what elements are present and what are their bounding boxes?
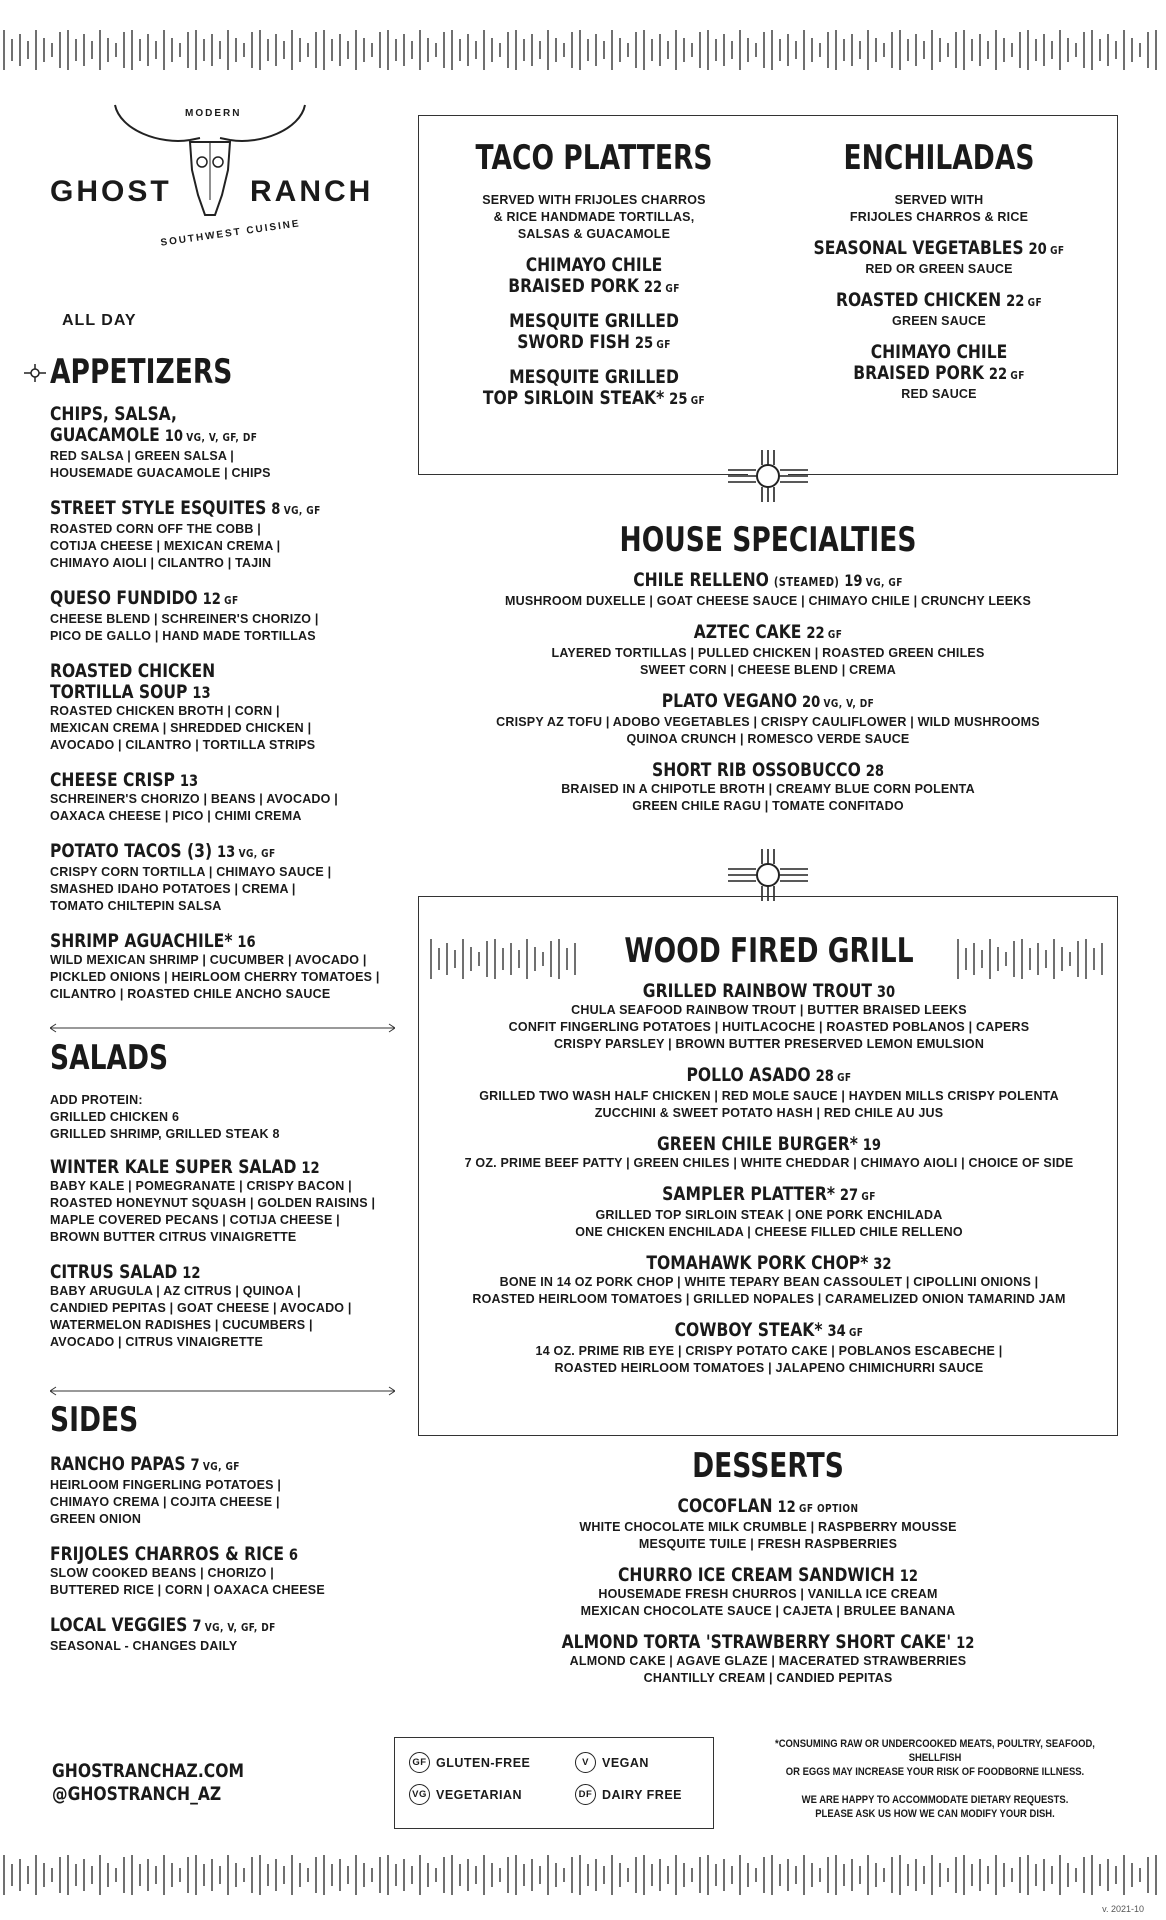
section-divider: [50, 1383, 395, 1393]
menu-item: [419, 1320, 1119, 1377]
item-price: 12: [956, 1633, 975, 1652]
item-name: CHEESE CRISP: [50, 769, 175, 791]
item-name: SHORT RIB OSSOBUCCO: [651, 759, 861, 781]
logo-ranch: RANCH: [250, 175, 374, 208]
item-description: GREEN SAUCE: [892, 314, 986, 328]
item-name: CHIPS, SALSA,: [50, 403, 177, 425]
item-description: WILD MEXICAN SHRIMP | CUCUMBER | AVOCADO | PICKLED ONIONS | HEIRLOOM CHERRY TOMATOES | CILANTRO | ROASTED CHILE ANCHO SAUCE: [50, 953, 380, 1001]
item-price: 22: [806, 623, 825, 642]
menu-item: [50, 661, 400, 754]
sides-section: [50, 1400, 400, 1671]
enchiladas-title: ENCHILADAS: [843, 138, 1035, 178]
item-name: ROASTED CHICKEN: [835, 289, 1002, 311]
item-name-line: [50, 1262, 337, 1283]
top-tick-border: [0, 30, 1166, 70]
desserts-section: [418, 1446, 1118, 1699]
item-price: 12: [777, 1497, 796, 1516]
item-price: 20: [1028, 239, 1047, 258]
item-dietary-tags: GF: [665, 282, 680, 295]
item-name-line: [482, 981, 1056, 1002]
taco-enchilada-box: [418, 115, 1118, 475]
item-description: CHULA SEAFOOD RAINBOW TROUT | BUTTER BRAISED LEEKS CONFIT FINGERLING POTATOES | HUITLACOCHE | ROASTED POBLANOS | CAPERS CRISPY PARSLEY | BROWN BUTTER PRESERVED LEMON EMULSION: [508, 1003, 1030, 1051]
accommodate-note: WE ARE HAPPY TO ACCOMMODATE DIETARY REQUESTS. PLEASE ASK US HOW WE CAN MODIFY YOUR DISH.: [801, 1794, 1069, 1820]
item-dietary-tags: GF: [1010, 369, 1025, 382]
item-name: WINTER KALE SUPER SALAD: [50, 1156, 297, 1178]
wood-fired-grill-section: [419, 931, 1119, 1389]
item-description: SCHREINER'S CHORIZO | BEANS | AVOCADO | OAXACA CHEESE | PICO | CHIMI CREMA: [50, 792, 338, 823]
menu-item: [439, 311, 749, 355]
desserts-title: DESSERTS: [692, 1446, 844, 1486]
item-name-line: [481, 570, 1055, 593]
item-name-line: [808, 363, 1070, 386]
menu-item: [419, 1253, 1119, 1308]
item-name: PLATO VEGANO: [661, 690, 798, 712]
legend-label: VEGAN: [602, 1755, 649, 1770]
item-dietary-tags: GF: [656, 338, 671, 351]
item-description: RED SAUCE: [901, 387, 977, 401]
menu-item: [418, 760, 1118, 815]
dietary-legend: [394, 1737, 714, 1829]
item-description: GRILLED TWO WASH HALF CHICKEN | RED MOLE SAUCE | HAYDEN MILLS CRISPY POLENTA ZUCCHINI & SWEET POTATO HASH | RED CHILE AU JUS: [479, 1089, 1059, 1120]
item-dietary-tags: VG, GF: [202, 1460, 240, 1473]
item-price: 12: [202, 589, 221, 608]
item-name-line: [808, 238, 1070, 261]
legend-item: [409, 1784, 522, 1805]
menu-item: [419, 1184, 1119, 1241]
item-name-line: [481, 760, 1055, 781]
item-name-line: [482, 1184, 1056, 1207]
item-note: (STEAMED): [773, 575, 840, 589]
menu-item: [419, 1134, 1119, 1172]
item-name: COWBOY STEAK*: [674, 1319, 823, 1341]
menu-item: [418, 1632, 1118, 1687]
item-name-line: [50, 1157, 337, 1178]
item-name: CHIMAYO CHILE: [870, 341, 1008, 363]
menu-item: [779, 290, 1099, 330]
taco-platters-section: [439, 138, 749, 423]
legend-badge: DF: [575, 1784, 596, 1805]
item-name: LOCAL VEGGIES: [50, 1614, 188, 1636]
item-price: 7: [192, 1616, 202, 1635]
item-name-line: [808, 290, 1070, 313]
legend-item: [409, 1752, 530, 1773]
item-price: 6: [288, 1545, 299, 1564]
all-day-label: ALL DAY: [62, 312, 137, 329]
item-description: WHITE CHOCOLATE MILK CRUMBLE | RASPBERRY MOUSSE MESQUITE TUILE | FRESH RASPBERRIES: [579, 1520, 957, 1551]
item-description: GRILLED TOP SIRLOIN STEAK | ONE PORK ENCHILADA ONE CHICKEN ENCHILADA | CHEESE FILLED CHILE RELLENO: [575, 1208, 963, 1239]
logo-ghost: GHOST: [50, 175, 172, 208]
item-name-line: [481, 622, 1055, 645]
taco-platters-title: TACO PLATTERS: [475, 138, 713, 178]
section-divider: [50, 1020, 395, 1030]
menu-item: [418, 1496, 1118, 1553]
social-handle[interactable]: @GHOSTRANCH_AZ: [52, 1783, 222, 1805]
item-name-line: [481, 1632, 1055, 1653]
item-price: 22: [643, 277, 663, 296]
appetizers-list: [50, 404, 400, 1003]
item-price: 32: [873, 1254, 892, 1273]
item-price: 13: [192, 683, 211, 702]
item-price: 28: [865, 761, 884, 780]
item-name: CHURRO ICE CREAM SANDWICH: [617, 1564, 895, 1586]
legend-item: [575, 1784, 682, 1805]
item-name: AZTEC CAKE: [693, 621, 802, 643]
menu-item: [50, 404, 400, 482]
salads-title: SALADS: [50, 1038, 169, 1078]
enchiladas-section: [779, 138, 1099, 415]
item-description: HEIRLOOM FINGERLING POTATOES | CHIMAYO CREMA | COJITA CHEESE | GREEN ONION: [50, 1478, 282, 1526]
item-name: CHILE RELLENO: [633, 569, 769, 591]
item-dietary-tags: GF: [861, 1190, 876, 1203]
item-description: RED OR GREEN SAUCE: [865, 262, 1013, 276]
item-name: POLLO ASADO: [686, 1064, 811, 1086]
item-description: CRISPY AZ TOFU | ADOBO VEGETABLES | CRISPY CAULIFLOWER | WILD MUSHROOMS QUINOA CRUNCH | ROMESCO VERDE SAUCE: [496, 715, 1040, 746]
desserts-list: [418, 1496, 1118, 1687]
item-description: LAYERED TORTILLAS | PULLED CHICKEN | ROASTED GREEN CHILES SWEET CORN | CHEESE BLEND | CREMA: [551, 646, 985, 677]
item-name: BRAISED PORK: [508, 275, 639, 297]
house-specialties-section: [418, 520, 1118, 827]
item-name-line: [50, 425, 337, 448]
menu-item: [50, 1262, 400, 1351]
add-protein-text: ADD PROTEIN: GRILLED CHICKEN 6 GRILLED SHRIMP, GRILLED STEAK 8: [50, 1093, 280, 1141]
item-name: GREEN CHILE BURGER*: [656, 1133, 858, 1155]
menu-item: [419, 1065, 1119, 1122]
item-name: SHRIMP AGUACHILE*: [50, 930, 233, 952]
item-name-line: [50, 682, 337, 703]
menu-item: [439, 255, 749, 299]
legend-label: GLUTEN-FREE: [436, 1755, 531, 1770]
wood-fired-grill-title: WOOD FIRED GRILL: [624, 931, 914, 971]
item-description: SLOW COOKED BEANS | CHORIZO | BUTTERED RICE | CORN | OAXACA CHEESE: [50, 1566, 325, 1597]
menu-item: [50, 1454, 400, 1528]
item-name-line: [50, 1454, 337, 1477]
item-dietary-tags: GF: [837, 1071, 852, 1084]
salads-list: [50, 1157, 400, 1351]
wood-fired-grill-list: [419, 981, 1119, 1377]
item-name: TOP SIRLOIN STEAK*: [482, 387, 665, 409]
item-name-line: [50, 1544, 337, 1565]
item-dietary-tags: VG, V, GF, DF: [204, 1621, 276, 1634]
item-name: MESQUITE GRILLED: [509, 310, 679, 332]
item-description: ROASTED CHICKEN BROTH | CORN | MEXICAN CREMA | SHREDDED CHICKEN | AVOCADO | CILANTRO | TORTILLA STRIPS: [50, 704, 316, 752]
item-price: 10: [164, 426, 184, 445]
item-price: 16: [237, 932, 256, 951]
item-name-line: [481, 1496, 1055, 1519]
item-name: TORTILLA SOUP: [50, 681, 188, 703]
logo-modern: MODERN: [185, 108, 242, 119]
item-name: FRIJOLES CHARROS & RICE: [50, 1543, 284, 1565]
item-name-line: [50, 931, 337, 952]
item-name: TOMAHAWK PORK CHOP*: [646, 1252, 869, 1274]
item-dietary-tags: GF: [224, 594, 239, 607]
menu-item: [418, 691, 1118, 748]
house-specialties-title: HOUSE SPECIALTIES: [619, 520, 917, 560]
item-name: STREET STYLE ESQUITES: [50, 497, 267, 519]
item-name-line: [482, 1134, 1056, 1155]
menu-item: [50, 588, 400, 645]
menu-item: [418, 1565, 1118, 1620]
item-dietary-tags: GF: [827, 628, 843, 641]
item-dietary-tags: GF: [690, 394, 706, 407]
item-name-line: [50, 841, 337, 864]
left-column: [50, 350, 400, 1019]
item-name: QUESO FUNDIDO: [50, 587, 198, 609]
item-description: SEASONAL - CHANGES DAILY: [50, 1639, 238, 1653]
menu-item: [50, 931, 400, 1003]
item-dietary-tags: VG, V, GF, DF: [186, 431, 258, 444]
item-description: BRAISED IN A CHIPOTLE BROTH | CREAMY BLUE CORN POLENTA GREEN CHILE RAGU | TOMATE CONFITADO: [561, 782, 975, 813]
item-description: MUSHROOM DUXELLE | GOAT CHEESE SAUCE | CHIMAYO CHILE | CRUNCHY LEEKS: [505, 594, 1031, 608]
item-name: SAMPLER PLATTER*: [662, 1183, 835, 1205]
item-description: CRISPY CORN TORTILLA | CHIMAYO SAUCE | SMASHED IDAHO POTATOES | CREMA | TOMATO CHILTEPIN SALSA: [50, 865, 332, 913]
item-description: BABY KALE | POMEGRANATE | CRISPY BACON | ROASTED HONEYNUT SQUASH | GOLDEN RAISINS | MAPLE COVERED PECANS | COTIJA CHEESE | BROWN BUTTER CITRUS VINAIGRETTE: [50, 1179, 376, 1244]
legend-badge: GF: [409, 1752, 430, 1773]
item-price: 25: [669, 389, 688, 408]
item-name: COCOFLAN: [677, 1495, 773, 1517]
compass-star-icon: [22, 360, 48, 386]
zia-sun-icon: [728, 847, 808, 903]
item-description: CHEESE BLEND | SCHREINER'S CHORIZO | PICO DE GALLO | HAND MADE TORTILLAS: [50, 612, 319, 643]
item-price: 12: [182, 1263, 201, 1282]
enchiladas-intro: SERVED WITH FRIJOLES CHARROS & RICE: [849, 193, 1029, 224]
menu-item: [50, 1544, 400, 1599]
menu-item: [418, 570, 1118, 610]
item-dietary-tags: VG, GF: [865, 576, 903, 589]
item-price: 13: [217, 842, 236, 861]
menu-item: [50, 1157, 400, 1246]
item-dietary-tags: GF: [1050, 244, 1065, 257]
dietary-notice: [754, 1737, 1115, 1821]
enchiladas-list: [779, 238, 1099, 403]
item-price: 28: [815, 1066, 834, 1085]
item-name-line: [467, 388, 721, 411]
item-name: SWORD FISH: [517, 331, 630, 353]
legend-badge: V: [575, 1752, 596, 1773]
item-price: 13: [179, 771, 199, 790]
item-price: 19: [862, 1135, 882, 1154]
item-description: RED SALSA | GREEN SALSA | HOUSEMADE GUACAMOLE | CHIPS: [50, 449, 271, 480]
item-price: 34: [827, 1321, 846, 1340]
item-price: 12: [899, 1566, 919, 1585]
item-price: 22: [1006, 291, 1025, 310]
item-name-line: [482, 1320, 1056, 1343]
item-dietary-tags: VG, GF: [238, 847, 276, 860]
item-description: 14 OZ. PRIME RIB EYE | CRISPY POTATO CAKE | POBLANOS ESCABECHE | ROASTED HEIRLOOM TOMATOES | JALAPENO CHIMICHURRI SAUCE: [535, 1344, 1003, 1375]
item-name: SEASONAL VEGETABLES: [813, 237, 1024, 259]
menu-item: [439, 367, 749, 411]
item-description: HOUSEMADE FRESH CHURROS | VANILLA ICE CREAM MEXICAN CHOCOLATE SAUCE | CAJETA | BRULEE BANANA: [580, 1587, 956, 1618]
item-dietary-tags: GF: [1027, 296, 1043, 309]
menu-item: [50, 498, 400, 572]
item-name: CITRUS SALAD: [50, 1261, 178, 1283]
house-specialties-list: [418, 570, 1118, 815]
item-name: MESQUITE GRILLED: [509, 366, 679, 388]
item-name-line: [50, 588, 337, 611]
legend-item: [575, 1752, 649, 1773]
salads-section: [50, 1038, 400, 1367]
item-name: RANCHO PAPAS: [50, 1453, 186, 1475]
item-description: BABY ARUGULA | AZ CITRUS | QUINOA | CANDIED PEPITAS | GOAT CHEESE | AVOCADO | WATERMELON RADISHES | CUCUMBERS | AVOCADO | CITRUS VINAIGRETTE: [50, 1284, 352, 1349]
item-price: 8: [271, 499, 281, 518]
item-price: 20: [802, 692, 821, 711]
sides-title: SIDES: [50, 1400, 139, 1440]
item-dietary-tags: GF: [848, 1326, 864, 1339]
menu-item: [779, 342, 1099, 403]
item-name: CHIMAYO CHILE: [525, 254, 663, 276]
menu-item: [779, 238, 1099, 278]
logo-subtitle: SOUTHWEST CUISINE: [159, 218, 302, 249]
item-name: BRAISED PORK: [853, 362, 984, 384]
item-name-line: [50, 498, 337, 521]
item-price: 30: [876, 982, 896, 1001]
menu-item: [50, 770, 400, 825]
item-name-line: [482, 1065, 1056, 1088]
item-name-line: [50, 770, 337, 791]
item-description: ROASTED CORN OFF THE COBB | COTIJA CHEESE | MEXICAN CREMA | CHIMAYO AIOLI | CILANTRO | TAJIN: [50, 522, 281, 570]
item-name-line: [467, 332, 721, 355]
item-price: 19: [844, 571, 863, 590]
item-name-line: [481, 691, 1055, 714]
menu-item: [50, 841, 400, 915]
zia-sun-icon: [728, 448, 808, 504]
item-name-line: [482, 1253, 1056, 1274]
item-description: BONE IN 14 OZ PORK CHOP | WHITE TEPARY BEAN CASSOULET | CIPOLLINI ONIONS | ROASTED HEIRLOOM TOMATOES | GRILLED NOPALES | CARAMELIZED ONION TAMARIND JAM: [472, 1275, 1066, 1306]
footer-contact: [52, 1760, 244, 1806]
item-price: 12: [301, 1158, 320, 1177]
item-dietary-tags: VG, V, DF: [823, 697, 875, 710]
item-price: 22: [988, 364, 1008, 383]
item-name-line: [50, 1615, 337, 1638]
appetizers-title: APPETIZERS: [50, 352, 233, 392]
foodborne-warning: *CONSUMING RAW OR UNDERCOOKED MEATS, POULTRY, SEAFOOD, SHELLFISH OR EGGS MAY INCREASE YOUR RISK OF FOODBORNE ILLNESS.: [775, 1738, 1095, 1778]
item-name: ALMOND TORTA 'STRAWBERRY SHORT CAKE': [561, 1631, 952, 1653]
item-name-line: [481, 1565, 1055, 1586]
wood-fired-grill-box: [418, 896, 1118, 1436]
item-description: ALMOND CAKE | AGAVE GLAZE | MACERATED STRAWBERRIES CHANTILLY CREAM | CANDIED PEPITAS: [569, 1654, 967, 1685]
restaurant-logo: [50, 100, 380, 250]
taco-platters-list: [439, 255, 749, 411]
item-name: ROASTED CHICKEN: [50, 660, 216, 682]
menu-item: [418, 622, 1118, 679]
sides-list: [50, 1454, 400, 1655]
taco-platters-intro: SERVED WITH FRIJOLES CHARROS & RICE HANDMADE TORTILLAS, SALSAS & GUACAMOLE: [482, 193, 706, 241]
legend-badge: VG: [409, 1784, 430, 1805]
item-description: 7 OZ. PRIME BEEF PATTY | GREEN CHILES | WHITE CHEDDAR | CHIMAYO AIOLI | CHOICE OF SIDE: [464, 1156, 1074, 1170]
item-price: 27: [839, 1185, 859, 1204]
item-name: GRILLED RAINBOW TROUT: [642, 980, 873, 1002]
item-name: GUACAMOLE: [50, 424, 160, 446]
legend-label: VEGETARIAN: [436, 1787, 523, 1802]
website-link[interactable]: GHOSTRANCHAZ.COM: [52, 1760, 244, 1782]
bottom-tick-border: [0, 1855, 1166, 1895]
menu-item: [419, 981, 1119, 1053]
legend-label: DAIRY FREE: [602, 1787, 683, 1802]
menu-item: [50, 1615, 400, 1655]
item-name: POTATO TACOS (3): [50, 840, 213, 862]
version-label: v. 2021-10: [1102, 1904, 1144, 1914]
item-dietary-tags: GF OPTION: [799, 1502, 859, 1515]
item-price: 25: [634, 333, 654, 352]
item-dietary-tags: VG, GF: [283, 504, 321, 517]
item-price: 7: [190, 1455, 200, 1474]
item-name-line: [467, 276, 721, 299]
